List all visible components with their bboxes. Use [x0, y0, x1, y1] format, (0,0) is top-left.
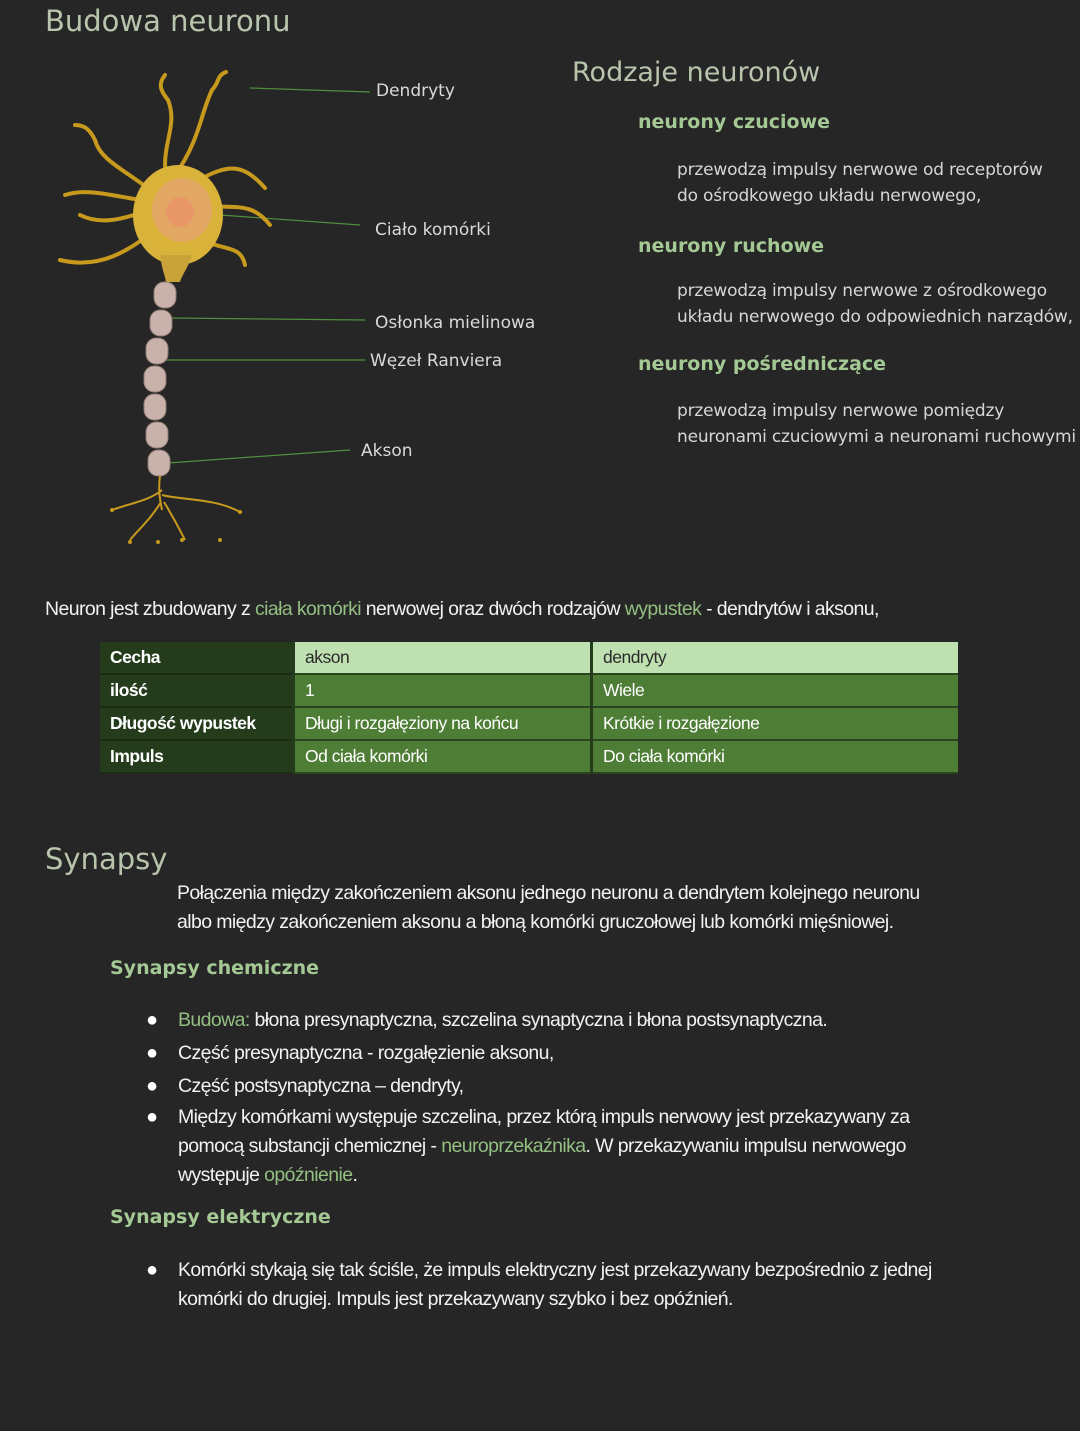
- electrical-synapses-heading: Synapsy elektryczne: [110, 1206, 331, 1228]
- pointer-line-cell-body: [220, 215, 360, 225]
- table-cell: Krótkie i rozgałęzione: [592, 707, 959, 740]
- table-cell: Długość wypustek: [100, 707, 294, 740]
- pointer-line-dendrites: [250, 88, 370, 92]
- label-axon: Akson: [361, 441, 413, 461]
- list-item: ● Część presynaptyczna - rozgałęzienie aksonu,: [146, 1042, 554, 1064]
- pointer-line-myelin: [170, 318, 365, 320]
- label-dendrites: Dendryty: [376, 81, 455, 101]
- label-ranvier: Węzeł Ranviera: [370, 351, 503, 371]
- table-header-cell: Cecha: [100, 642, 294, 674]
- type-inter-desc: przewodzą impulsy nerwowe pomiędzy neuronami czuciowymi a neuronami ruchowymi: [677, 401, 1076, 447]
- pointer-line-axon: [168, 450, 350, 463]
- table-cell: Do ciała komórki: [592, 740, 959, 773]
- synapses-definition: Połączenia między zakończeniem aksonu jednego neuronu a dendrytem kolejnego neuronu albo między zakończeniem aksonu a błoną komórki gruczołowej lub komórki mięśniowej.: [177, 882, 920, 933]
- electrical-synapses-list: [146, 1256, 932, 1314]
- table-row: [100, 674, 958, 707]
- list-item: ● Komórki stykają się tak ściśle, że impuls elektryczny jest przekazywany bezpośrednio z jednej komórki do drugiej. Impuls jest przekazywany szybko i bez opóźnień.: [146, 1259, 932, 1310]
- list-item: ● Część postsynaptyczna – dendryty,: [146, 1075, 464, 1097]
- table-cell: 1: [294, 674, 592, 707]
- table-cell: Impuls: [100, 740, 294, 773]
- page-title: Budowa neuronu: [45, 4, 291, 38]
- comparison-table: [100, 642, 958, 774]
- table-header-cell: dendryty: [592, 642, 959, 674]
- list-item: ● Budowa: błona presynaptyczna, szczelina synaptyczna i błona postsynaptyczna.: [146, 1009, 828, 1031]
- table-cell: ilość: [100, 674, 294, 707]
- label-myelin: Osłonka mielinowa: [375, 313, 536, 333]
- table-header-row: [100, 642, 958, 674]
- type-sensory-heading: neurony czuciowe: [638, 111, 831, 133]
- list-item: ● Między komórkami występuje szczelina, przez którą impuls nerwowy jest przekazywany za pomocą substancji chemicznej - neuroprzekaźnika. W przekazywaniu impulsu nerwowego występuje opóźnienie.: [146, 1106, 910, 1186]
- type-motor-desc: przewodzą impulsy nerwowe z ośrodkowego układu nerwowego do odpowiednich narządów,: [677, 281, 1073, 327]
- type-sensory-desc: przewodzą impulsy nerwowe od receptorów do ośrodkowego układu nerwowego,: [677, 160, 1043, 206]
- table-header-cell: akson: [294, 642, 592, 674]
- label-cell-body: Ciało komórki: [375, 220, 491, 240]
- table-row: [100, 740, 958, 773]
- synapses-title: Synapsy: [45, 842, 168, 876]
- chemical-synapses-list: [146, 1004, 910, 1190]
- types-title: Rodzaje neuronów: [572, 57, 821, 88]
- table-cell: Długi i rozgałęziony na końcu: [294, 707, 592, 740]
- chemical-synapses-heading: Synapsy chemiczne: [110, 957, 320, 979]
- table-cell: Od ciała komórki: [294, 740, 592, 773]
- table-row: [100, 707, 958, 740]
- type-motor-heading: neurony ruchowe: [638, 235, 825, 257]
- myelin-sheath-shape: [144, 282, 176, 476]
- table-cell: Wiele: [592, 674, 959, 707]
- type-inter-heading: neurony pośredniczące: [638, 353, 887, 375]
- neuron-illustration: [40, 70, 380, 560]
- axon-terminals-shape: [112, 476, 240, 540]
- intro-sentence: Neuron jest zbudowany z ciała komórki nerwowej oraz dwóch rodzajów wypustek - dendrytów i aksonu,: [45, 598, 879, 620]
